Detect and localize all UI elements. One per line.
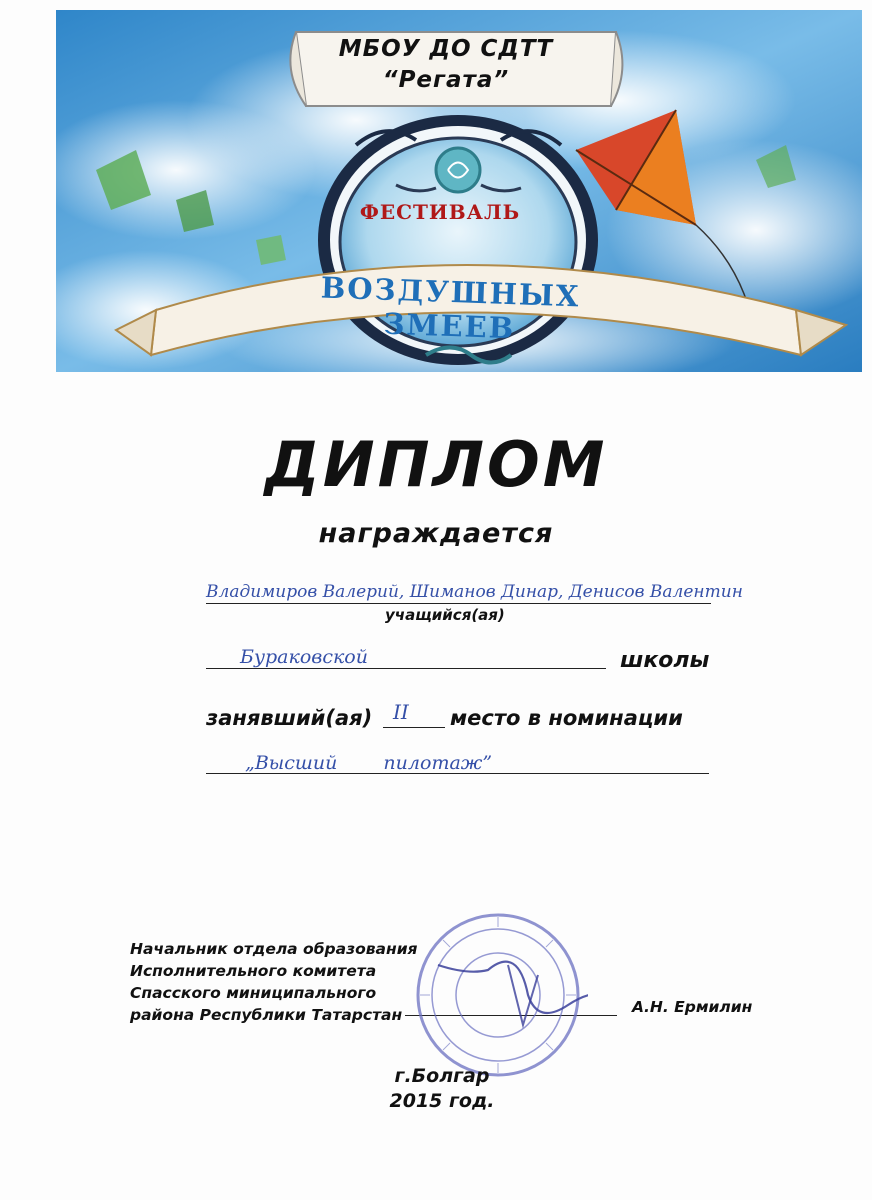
diploma-title: ДИПЛОМ [264, 428, 608, 501]
nomination-handwritten: „Высший пилотаж” [245, 752, 493, 774]
organization-subtitle: “Регата” [382, 67, 510, 93]
festival-title-line1: ФЕСТИВАЛЬ [359, 200, 521, 224]
students-underline [206, 603, 711, 604]
signatory-position-line1: Начальник отдела образования [130, 940, 418, 958]
students-handwritten: Владимиров Валерий, Шиманов Динар, Денисов Валентин [206, 582, 743, 602]
school-label: школы [620, 648, 710, 673]
issue-place-and-year [0, 1064, 872, 1114]
school-handwritten: Бураковской [240, 646, 368, 668]
students-label: учащийся(ая) [385, 606, 505, 624]
signatory-position-line4: района Республики Татарстан [130, 1006, 403, 1024]
issue-year: 2015 год. [389, 1090, 495, 1112]
place-underline [383, 727, 445, 728]
official-stamp-image [408, 905, 588, 1085]
nomination-underline [206, 773, 709, 774]
place-suffix-label: место в номинации [450, 706, 683, 730]
place-handwritten: II [393, 700, 409, 724]
issue-city: г.Болгар [394, 1065, 490, 1087]
signatory-position-line3: Спасского миниципального [130, 984, 377, 1002]
organization-name: МБОУ ДО СДТТ [338, 36, 554, 62]
school-underline [206, 668, 606, 669]
signatory-name: А.Н. Ермилин [632, 998, 753, 1016]
festival-title-line2: ВОЗДУШНЫХ ЗМЕЕВ [320, 270, 581, 346]
signatory-position-line2: Исполнительного комитета [130, 962, 377, 980]
signatory-position [130, 938, 418, 1026]
place-prefix-label: занявший(ая) [206, 706, 373, 730]
awarded-label: награждается [318, 518, 554, 549]
